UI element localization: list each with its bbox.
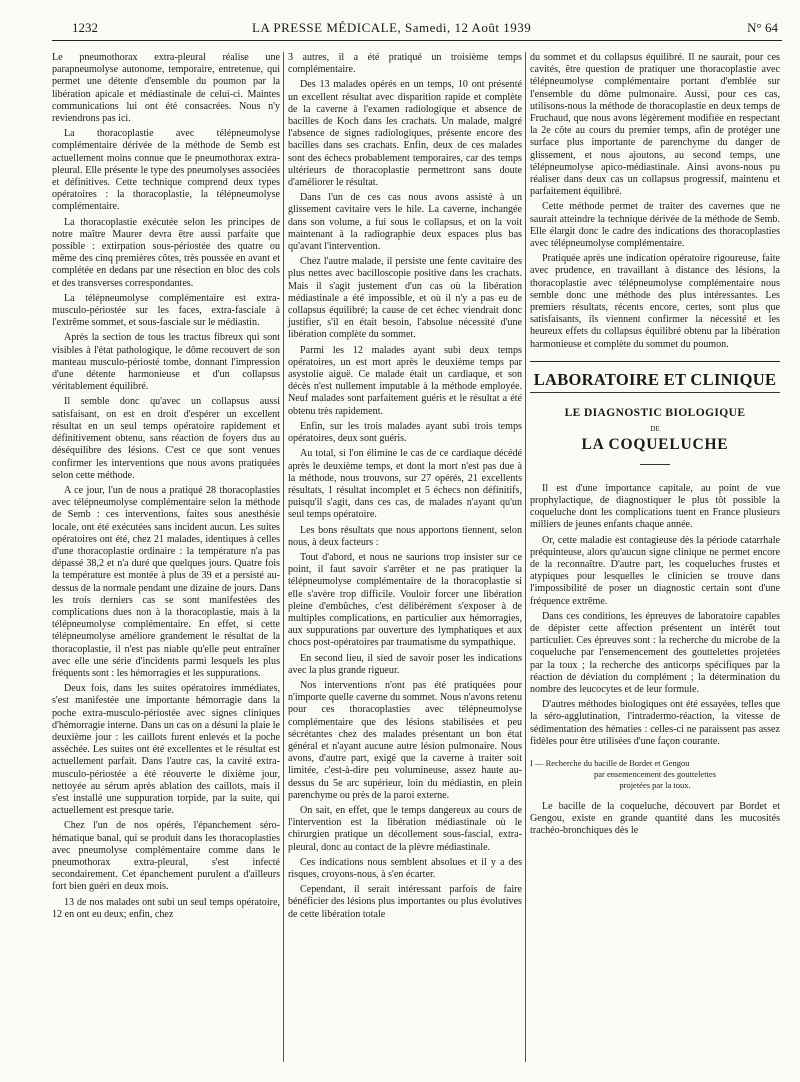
paragraph: Ces indications nous semblent absolues et il y a des risques, croyons-nous, à s'en écarter. xyxy=(288,856,522,880)
paragraph: Nos interventions n'ont pas été pratiquées pour n'importe quelle caverne du sommet. Nous n'avons retenu pour ces thoracoplasties avec télépneumolyse complémentaire que des lésions stabilisées et peu sécrétantes chez des malades présentant un bon état général et n'ayant aucune autre lésion pulmonaire. Nous avons, d'autre part, exigé que la caverne à traiter soit limitée, c'est-à-dire peu volumineuse, assez haute au-dessus du 5e arc supérieur, loin du médiastin, en plein parenchyme ou près de la paroi externe. xyxy=(288,679,522,801)
paragraph: La thoracoplastie avec télépneumolyse complémentaire dérivée de la méthode de Semb est actuellement moins connue que le pneumothorax extra-pleural. Elle présente le type des pneumolyses associées et définitives. Cette technique comprend deux types opératoires : la thoracoplastie, la télépneumolyse complémentaire. xyxy=(52,128,280,213)
paragraph: En second lieu, il sied de savoir poser les indications avec la plus grande rigueur. xyxy=(288,652,522,676)
paragraph: On sait, en effet, que le temps dangereux au cours de l'intervention est la libération médiastinale où le chirurgien pratique un décollement sous-fascial, extra-pleural, donc au contact de la plèvre médiastinale. xyxy=(288,804,522,853)
paragraph: La thoracoplastie exécutée selon les principes de notre maître Maurer devra être aussi parfaite que possible : extirpation sous-périostée des quatre ou même des cinq premières côtes, très poussée en avant et complétée en dedans par une résection en bloc des cols et des transverses correspondantes. xyxy=(52,216,280,289)
paragraph: 3 autres, il a été pratiqué un troisième temps complémentaire. xyxy=(288,52,522,76)
column-divider xyxy=(283,52,284,1062)
section-rule xyxy=(530,361,780,362)
paragraph: Pratiquée après une indication opératoire rigoureuse, faite avec prudence, en travaillant à distance des lésions, la thoracoplastie avec télépneumolyse complémentaire nous semble donc une méthode des plus intéressantes. Les premiers résultats, récents encore, certes, sont plus que satisfaisants, ils viennent confirmer la nécessité et les heureux effets du collapsus équilibré obtenu par la libération harmonieuse et complète du sommet du poumon. xyxy=(530,253,780,350)
paragraph: Le bacille de la coqueluche, découvert par Bordet et Gengou, existe en grande quantité dans les mucosités trachéo-bronchiques dès le xyxy=(530,800,780,837)
paragraph: Il semble donc qu'avec un collapsus aussi satisfaisant, on est en droit d'espérer un excellent résultat en un seul temps opératoire rapidement et définitivement obtenu, sans réaction de foyers dus au déséquilibre des lésions. C'est ce que sont venues confirmer les interventions que nous avons pratiquées selon cette méthode. xyxy=(52,396,280,481)
column-2 xyxy=(288,52,522,924)
page-number: 1232 xyxy=(72,20,98,35)
paragraph: Enfin, sur les trois malades ayant subi trois temps opératoires, deux sont guéris. xyxy=(288,420,522,445)
paragraph: Or, cette maladie est contagieuse dès la période catarrhale préquinteuse, alors qu'aucun signe clinique ne permet encore de la reconnaître. D'autre part, les coqueluches frustes et atypiques pour lesquelles le clinicien se trouve dans l'impossibilité de poser un diagnostic certain sont d'une fréquence extrême. xyxy=(530,534,780,607)
paragraph: La télépneumolyse complémentaire est extra-musculo-périostée sur les faces, extra-fasciale à l'extrême sommet, et sous-fasciale sur le médiastin. xyxy=(52,292,280,329)
paragraph: 13 de nos malades ont subi un seul temps opératoire, 12 en ont eu deux; enfin, chez xyxy=(52,896,280,920)
column-1 xyxy=(52,52,280,924)
paragraph: A ce jour, l'un de nous a pratiqué 28 thoracoplasties avec télépneumolyse complémentaire selon la méthode de Semb : ces interventions, faites sous anesthésie locale, ont été exécutées sans incident aucun. Les suites opératoires ont été, chez 21 malades, identiques à celles d'une thoracoplastie ordinaire : la température n'a pas dépassé 38,2 et n'a duré que quelques jours. Quatre fois la température est montée à plus de 39 et a persisté au-dessus de la normale pendant une dizaine de jours. Dans les trois derniers cas se sont manifestées des complications dues non à la thoracoplastie, mais à la télépneumolyse complémentaire. En effet, si cette télépneumolyse améliore grandement le résultat de la thoracoplastie, il n'est pas niable qu'elle peut entraîner avec elle une série d'incidents parmi lesquels les plus fréquents sont : les hémorragies et les suppurations. xyxy=(52,484,280,679)
paragraph: Dans ces conditions, les épreuves de laboratoire capables de dépister cette affection présentent un intérêt tout particulier. Ces épreuves sont : la recherche du microbe de la coqueluche par l'ensemencement des gouttelettes projetées par la toux ; la recherche des anticorps spécifiques par la réaction de déviation du complément ; la détermination du nombre des leucocytes et de leur formule. xyxy=(530,610,780,695)
column-divider xyxy=(525,52,526,1062)
paragraph: Chez l'autre malade, il persiste une fente cavitaire des plus nettes avec bacilloscopie positive dans les crachats. Mais il s'agit justement d'un cas où la libération médiastinale a été impossible, et où il n'y a pas eu de collapsus équilibré; la cause de cet échec viendrait donc justifier, s'il en était besoin, l'absolue nécessité d'une libération complète du sommet. xyxy=(288,256,522,341)
paragraph: Le pneumothorax extra-pleural réalise une parapneumolyse autonome, temporaire, entretenue, qui permet une détente d'ensemble du poumon par la libération apicale et médiastinale de celui-ci. Maintes communications lui ont été consacrées. Nous n'y reviendrons pas ici. xyxy=(52,52,280,125)
page-header xyxy=(72,18,778,40)
journal-title: LA PRESSE MÉDICALE, Samedi, 12 Août 1939 xyxy=(252,20,532,35)
paragraph: Dans l'un de ces cas nous avons assisté à un glissement cavitaire vers le hile. La caverne, inchangée dans son volume, a fui sous le collapsus, et on la voit maintenant à la radiographie deux espaces plus bas qu'avant l'intervention. xyxy=(288,192,522,253)
paragraph: Deux fois, dans les suites opératoires immédiates, s'est manifestée une importante hémorragie dans la poche extra-musculo-périostée avec signes cliniques d'hémorragie interne. Dans un cas on a désuni la plaie le deuxième jour : les caillots furent enlevés et la poche asséchée. Les suites ont été excellentes et le résultat est actuellement parfait. Dans l'autre cas, la cavité extra-musculo-périostée a été réouverte le dixième jour, nettoyée au sérum après ablation des caillots, mais il s'est installé une suppuration torpide, par la suite, qui actuellement est presque tarie. xyxy=(52,683,280,817)
subheading-line: projetées par la toux. xyxy=(619,779,691,790)
paragraph: Cependant, il serait intéressant parfois de faire bénéficier des lésions plus importantes ou plus évolutives de cette libération totale xyxy=(288,884,522,920)
paragraph: Les bons résultats que nous apportons tiennent, selon nous, à deux facteurs : xyxy=(288,524,522,548)
section-rule xyxy=(530,392,780,393)
issue-number: N° 64 xyxy=(747,20,778,35)
subheading-line: par ensemencement des gouttelettes xyxy=(593,768,717,779)
article-title-line-1: LE DIAGNOSTIC BIOLOGIQUE xyxy=(564,407,746,420)
paragraph: Cette méthode permet de traiter des cavernes que ne saurait atteindre la technique dérivée de la méthode de Semb. Elle élargit donc le cadre des indications des thoracoplasties avec télépneumolyse complémentaire. xyxy=(530,201,780,250)
title-rule xyxy=(640,464,670,465)
paragraph: Chez l'un de nos opérés, l'épanchement séro-hématique banal, qui se produit dans les thoracoplasties avec pneumolyse complémentaire comme dans le pneumothorax extra-pleural, s'est infecté secondairement. Cet épanchement purulent a d'ailleurs fort bien guéri en deux mois. xyxy=(52,820,280,893)
paragraph: Au total, si l'on élimine le cas de ce cardiaque décédé après le deuxième temps, et dont la mort n'est pas due à la méthode, nous trouvons, sur 27 opérés, 21 excellents résultats, 1 résultat incomplet et 5 échecs non définitifs, puisqu'il s'agit, dans ces cas, de malades n'ayant qu'un seul temps opératoire. xyxy=(288,448,522,521)
article-title-connector: DE xyxy=(650,425,660,434)
subheading-line: I — Recherche du bacille de Bordet et Gengou xyxy=(530,757,690,768)
header-rule xyxy=(52,40,782,41)
paragraph: Tout d'abord, et nous ne saurions trop insister sur ce point, il faut savoir s'arrêter et ne pas pratiquer la télépneumolyse complémentaire de la thoracoplastie si elle s'avère trop difficile. Vouloir forcer une libération pleine d'embûches, c'est délibérément s'exposer à de multiples complications, en particulier aux hémorragies, aux suppurations par ouverture des lymphatiques et aux chocs post-opératoires par traumatisme du sympathique. xyxy=(288,551,522,649)
article-title-line-2: LA COQUELUCHE xyxy=(581,436,729,454)
paragraph: Parmi les 12 malades ayant subi deux temps opératoires, un est mort après le deuxième temps par asystolie aiguë. Ce malade était un cardiaque, et son décès n'est nullement imputable à la méthode employée. Neuf malades sont parfaitement guéris et le résultat a été obtenu très rapidement. xyxy=(288,344,522,417)
paragraph: Il est d'une importance capitale, au point de vue prophylactique, de diagnostiquer le plus tôt possible la coqueluche dont les complications tuent en France plusieurs milliers de jeunes enfants chaque année. xyxy=(530,482,780,531)
paragraph: D'autres méthodes biologiques ont été essayées, telles que la séro-agglutination, l'intradermo-réaction, la vitesse de sédimentation des hématies : celles-ci ne paraissent pas assez fidèles pour être utilisées d'une façon courante. xyxy=(530,699,780,747)
column-3 xyxy=(530,52,780,841)
section-title: LABORATOIRE ET CLINIQUE xyxy=(533,369,777,389)
paragraph: du sommet et du collapsus équilibré. Il ne saurait, pour ces cavités, être question de pratiquer une thoracoplastie avec télépneumolyse complémentaire portant d'emblée sur l'ensemble du dôme pulmonaire. Aussi, pour ces cas, utilisons-nous la méthode de thoracoplastie en deux temps de Fruchaud, que nous avons légèrement modifiée en respectant la 2e côte au cours du premier temps, afin de protéger une surface plus importante de parenchyme du danger de glissement, et nous ajoutons, au second temps, une télépneumolyse apico-médiastinale. Ainsi avons-nous pu réaliser dans deux cas un collapsus progressif, maintenu et parfaitement équilibré. xyxy=(530,52,780,198)
paragraph: Après la section de tous les tractus fibreux qui sont visibles à l'état pathologique, le dôme recouvert de son manteau musculo-périosté tombe, donnant l'impression d'une détente harmonieuse et d'un collapsus véritablement équilibré. xyxy=(52,332,280,393)
paragraph: Des 13 malades opérés en un temps, 10 ont présenté un excellent résultat avec disparition rapide et complète de la caverne à l'examen radiologique et absence de bacilles de Koch dans les crachats. Un malade, malgré l'absence de signes radiologiques, présente encore des bacilles dans ses crachats. Enfin, deux de ces malades sont des échecs probablement temporaires, car des temps ultérieurs de thoracoplastie permettront sans doute d'améliorer le résultat. xyxy=(288,79,522,189)
subheading xyxy=(530,758,780,791)
